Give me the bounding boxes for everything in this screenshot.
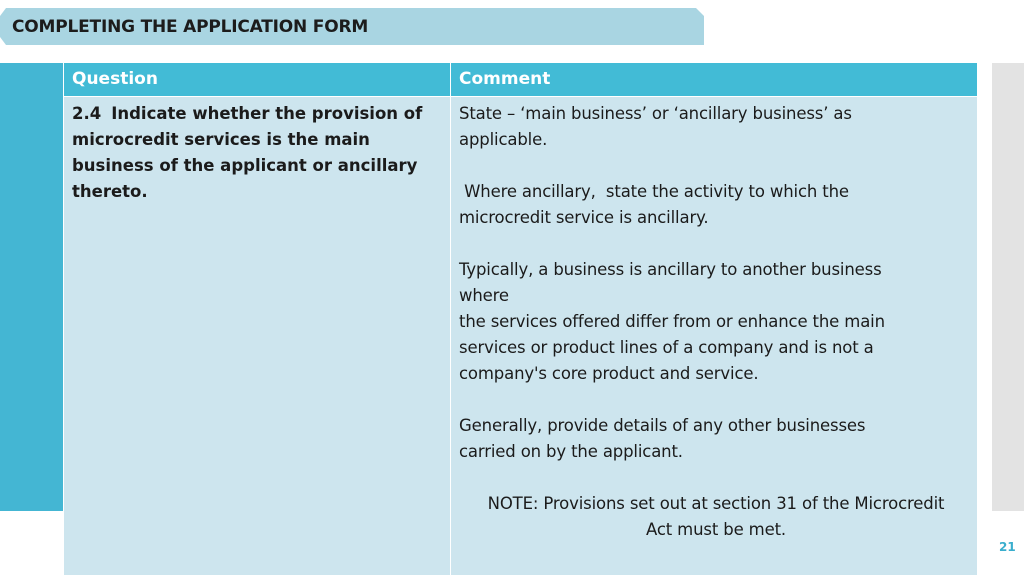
comment-line: Where ancillary, state the activity to which the xyxy=(459,182,849,201)
page-number: 21 xyxy=(999,540,1016,554)
application-form-table xyxy=(64,63,977,575)
note-line: NOTE: Provisions set out at section 31 of the Microcredit xyxy=(487,494,945,513)
comment-line: State – ‘main business’ or ‘ancillary business’ as xyxy=(459,104,852,123)
right-accent-bar xyxy=(992,63,1024,511)
header-question: Question xyxy=(64,63,450,96)
comment-line: Typically, a business is ancillary to another business xyxy=(459,260,882,279)
comment-line: services or product lines of a company and is not a xyxy=(459,338,874,357)
comment-line: carried on by the applicant. xyxy=(459,442,683,461)
comment-cell xyxy=(451,97,977,575)
slide-title: COMPLETING THE APPLICATION FORM xyxy=(12,17,369,37)
comment-line: company's core product and service. xyxy=(459,364,759,383)
comment-line: the services offered differ from or enhance the main xyxy=(459,312,885,331)
comment-line: applicable. xyxy=(459,130,548,149)
question-cell xyxy=(64,97,450,575)
left-accent-bar xyxy=(0,63,63,511)
question-text: Indicate whether the provision of microcredit services is the main business of the applicant or ancillary thereto. xyxy=(72,104,423,201)
note-line: Act must be met. xyxy=(645,520,787,539)
comment-line: where xyxy=(459,286,509,305)
comment-line: microcredit service is ancillary. xyxy=(459,208,709,227)
header-comment: Comment xyxy=(451,63,977,96)
comment-line: Generally, provide details of any other businesses xyxy=(459,416,866,435)
question-number: 2.4 xyxy=(72,104,102,123)
